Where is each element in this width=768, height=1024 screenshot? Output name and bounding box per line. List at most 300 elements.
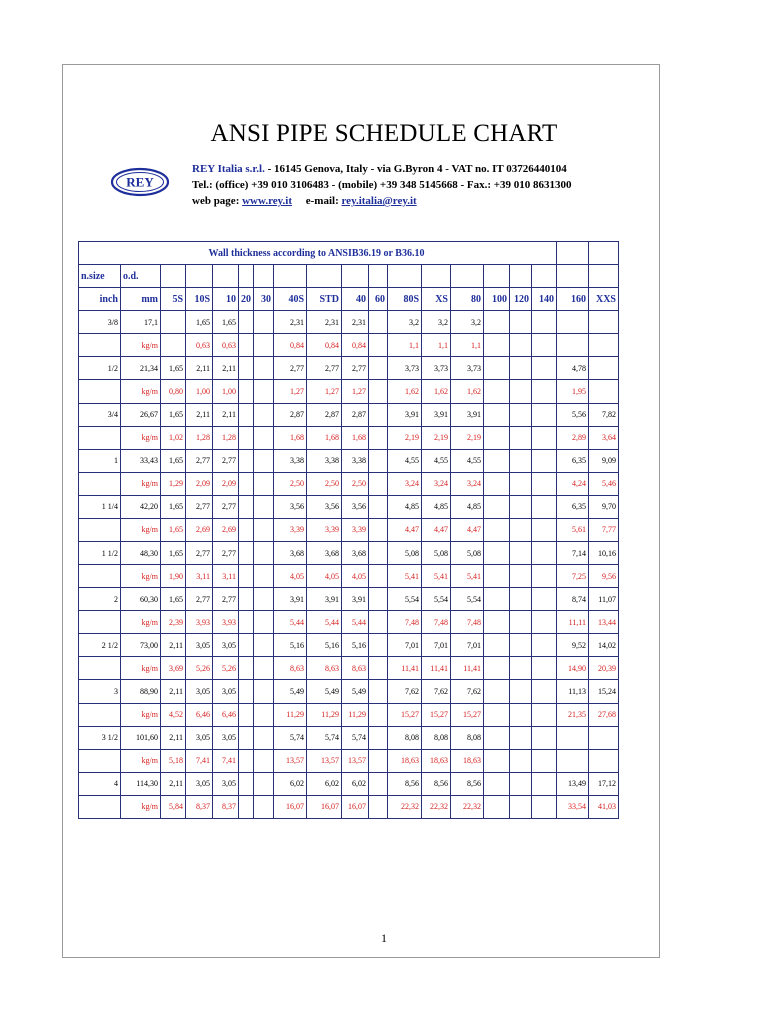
table-cell: 3,91	[422, 403, 451, 426]
table-cell: 2,77	[307, 357, 342, 380]
table-cell	[254, 265, 274, 288]
column-header: XXS	[589, 288, 619, 311]
table-cell: 1,65	[161, 449, 186, 472]
table-cell	[79, 565, 121, 588]
table-cell	[274, 265, 307, 288]
column-header: 120	[510, 288, 532, 311]
table-cell	[510, 680, 532, 703]
table-cell	[388, 265, 422, 288]
table-cell: 11,41	[388, 657, 422, 680]
table-cell	[510, 611, 532, 634]
table-cell: kg/m	[121, 749, 161, 772]
table-cell	[369, 749, 388, 772]
table-cell: 9,09	[589, 449, 619, 472]
table-cell: 3,38	[342, 449, 369, 472]
table-cell: 14,02	[589, 634, 619, 657]
web-label: web page:	[192, 195, 243, 207]
table-cell: 1,65	[213, 311, 239, 334]
table-cell: 15,27	[422, 703, 451, 726]
column-header: 160	[557, 288, 589, 311]
table-cell: 6,46	[186, 703, 213, 726]
table-cell	[79, 380, 121, 403]
table-cell: 2,19	[422, 426, 451, 449]
table-cell: 17,12	[589, 772, 619, 795]
table-cell: 2,77	[186, 449, 213, 472]
table-cell: 9,52	[557, 634, 589, 657]
thickness-row	[79, 311, 619, 334]
table-cell: 2,09	[213, 472, 239, 495]
table-cell	[532, 403, 557, 426]
table-cell	[589, 749, 619, 772]
table-cell: 3,93	[186, 611, 213, 634]
table-cell	[161, 334, 186, 357]
table-cell	[369, 726, 388, 749]
table-cell: 10,16	[589, 542, 619, 565]
table-cell	[532, 265, 557, 288]
table-cell: 6,35	[557, 449, 589, 472]
table-cell: 16,07	[274, 795, 307, 818]
table-cell: 41,03	[589, 795, 619, 818]
table-cell: 22,32	[422, 795, 451, 818]
table-cell: 3,05	[186, 680, 213, 703]
table-cell	[369, 542, 388, 565]
table-cell	[307, 265, 342, 288]
table-cell: 5,26	[213, 657, 239, 680]
column-header: 10S	[186, 288, 213, 311]
table-cell	[239, 403, 254, 426]
table-cell: 6,46	[213, 703, 239, 726]
table-cell: 3,91	[451, 403, 484, 426]
table-cell: 1,62	[388, 380, 422, 403]
table-cell	[79, 472, 121, 495]
table-cell	[532, 726, 557, 749]
table-cell: 16,07	[307, 795, 342, 818]
table-cell	[161, 265, 186, 288]
table-cell: kg/m	[121, 611, 161, 634]
table-cell: 2,11	[161, 634, 186, 657]
table-cell: 2,77	[186, 588, 213, 611]
page-title: ANSI PIPE SCHEDULE CHART	[210, 120, 558, 147]
table-cell: kg/m	[121, 334, 161, 357]
table-cell	[484, 726, 510, 749]
table-cell: 15,27	[451, 703, 484, 726]
table-cell: 8,56	[388, 772, 422, 795]
caption-row	[79, 242, 619, 265]
table-cell: 3,24	[388, 472, 422, 495]
email-link[interactable]: rey.italia@rey.it	[341, 195, 417, 207]
thickness-row	[79, 403, 619, 426]
table-cell: 1,65	[161, 495, 186, 518]
table-cell	[532, 611, 557, 634]
table-cell	[484, 449, 510, 472]
table-cell	[484, 680, 510, 703]
table-cell: 11,29	[307, 703, 342, 726]
table-cell: 2	[79, 588, 121, 611]
website-link[interactable]: www.rey.it	[242, 195, 293, 207]
table-cell: 3,93	[213, 611, 239, 634]
table-cell: 5,46	[589, 472, 619, 495]
table-cell	[369, 380, 388, 403]
table-cell	[557, 242, 589, 265]
table-cell	[557, 334, 589, 357]
table-cell	[484, 334, 510, 357]
table-cell: 18,63	[388, 749, 422, 772]
table-cell: 7,41	[186, 749, 213, 772]
table-cell: 13,57	[307, 749, 342, 772]
table-cell	[532, 634, 557, 657]
table-cell: 1,62	[422, 380, 451, 403]
table-cell: 1,65	[161, 588, 186, 611]
table-cell	[510, 334, 532, 357]
table-cell	[239, 334, 254, 357]
thickness-row	[79, 588, 619, 611]
table-cell	[254, 565, 274, 588]
table-cell	[239, 680, 254, 703]
weight-row	[79, 334, 619, 357]
table-body	[79, 242, 619, 819]
table-cell: 3,69	[161, 657, 186, 680]
table-cell: 5,74	[307, 726, 342, 749]
table-cell: 4,85	[422, 495, 451, 518]
table-cell	[589, 357, 619, 380]
table-cell: 114,30	[121, 772, 161, 795]
table-cell: 8,08	[451, 726, 484, 749]
table-cell: 33,54	[557, 795, 589, 818]
table-cell	[254, 795, 274, 818]
table-cell	[557, 311, 589, 334]
table-cell: 7,62	[422, 680, 451, 703]
weight-row	[79, 380, 619, 403]
table-cell	[239, 426, 254, 449]
table-cell	[254, 380, 274, 403]
thickness-row	[79, 726, 619, 749]
table-cell	[484, 634, 510, 657]
table-cell: 4,85	[388, 495, 422, 518]
table-cell: 1,68	[274, 426, 307, 449]
weight-row	[79, 472, 619, 495]
table-cell: 3,64	[589, 426, 619, 449]
table-cell: 3,38	[274, 449, 307, 472]
table-cell: 0,63	[186, 334, 213, 357]
table-cell: 21,34	[121, 357, 161, 380]
table-cell	[254, 334, 274, 357]
table-cell: 3,11	[186, 565, 213, 588]
table-cell	[79, 749, 121, 772]
table-cell	[79, 611, 121, 634]
table-cell: 2,11	[213, 403, 239, 426]
table-cell	[510, 403, 532, 426]
weight-row	[79, 426, 619, 449]
table-cell: 2,87	[274, 403, 307, 426]
table-cell: 48,30	[121, 542, 161, 565]
table-cell: 26,67	[121, 403, 161, 426]
table-cell: 8,63	[307, 657, 342, 680]
table-cell: 18,63	[451, 749, 484, 772]
table-cell: 3,68	[342, 542, 369, 565]
table-cell	[484, 265, 510, 288]
column-header: 5S	[161, 288, 186, 311]
table-cell	[532, 449, 557, 472]
table-cell: 1,1	[388, 334, 422, 357]
weight-row	[79, 611, 619, 634]
column-header: 20	[239, 288, 254, 311]
table-cell	[239, 565, 254, 588]
table-cell: 11,41	[451, 657, 484, 680]
email-label: e-mail:	[305, 195, 342, 207]
table-cell	[510, 426, 532, 449]
table-cell	[254, 726, 274, 749]
table-cell: 5,41	[422, 565, 451, 588]
table-caption: Wall thickness according to ANSIB36.19 or B36.10	[79, 242, 557, 265]
table-cell: 17,1	[121, 311, 161, 334]
table-cell: kg/m	[121, 518, 161, 541]
table-cell	[484, 357, 510, 380]
column-header: inch	[79, 288, 121, 311]
table-cell	[254, 449, 274, 472]
table-cell: 4,55	[451, 449, 484, 472]
table-cell: 16,07	[342, 795, 369, 818]
table-cell: 7,48	[388, 611, 422, 634]
table-cell	[254, 495, 274, 518]
table-cell: 7,01	[451, 634, 484, 657]
pipe-schedule-table	[78, 241, 619, 819]
table-cell	[510, 380, 532, 403]
table-cell: 3,2	[451, 311, 484, 334]
table-cell: 2,77	[186, 542, 213, 565]
table-cell: 20,39	[589, 657, 619, 680]
table-cell	[589, 265, 619, 288]
table-cell: 3 1/2	[79, 726, 121, 749]
table-cell: 5,41	[451, 565, 484, 588]
table-cell: 3,91	[307, 588, 342, 611]
table-cell	[510, 795, 532, 818]
table-cell: 2,77	[274, 357, 307, 380]
column-header: 40	[342, 288, 369, 311]
table-cell	[532, 795, 557, 818]
table-cell: 2,39	[161, 611, 186, 634]
table-cell: 3,68	[274, 542, 307, 565]
table-cell	[484, 703, 510, 726]
table-cell	[484, 311, 510, 334]
table-cell: 1,27	[342, 380, 369, 403]
table-cell: 3,05	[213, 726, 239, 749]
table-cell: 3,05	[213, 680, 239, 703]
table-cell	[254, 588, 274, 611]
table-cell: 2,11	[186, 403, 213, 426]
company-address: - 16145 Genova, Italy - via G.Byron 4 - VAT no. IT 03726440104	[264, 163, 567, 175]
table-cell: 11,41	[422, 657, 451, 680]
table-cell	[79, 334, 121, 357]
table-cell	[510, 495, 532, 518]
table-cell	[239, 472, 254, 495]
table-cell: 1,00	[213, 380, 239, 403]
table-cell	[484, 472, 510, 495]
table-cell	[484, 772, 510, 795]
table-cell	[161, 311, 186, 334]
table-cell: 5,44	[307, 611, 342, 634]
table-cell: 2,50	[342, 472, 369, 495]
thickness-row	[79, 680, 619, 703]
table-cell: 3,2	[388, 311, 422, 334]
table-cell	[369, 657, 388, 680]
table-cell	[254, 703, 274, 726]
table-cell	[510, 726, 532, 749]
table-cell: 3,56	[307, 495, 342, 518]
table-cell	[532, 495, 557, 518]
table-cell	[79, 703, 121, 726]
table-cell: 4,47	[388, 518, 422, 541]
table-cell: 3,73	[451, 357, 484, 380]
column-header: o.d.	[121, 265, 161, 288]
table-cell: 8,56	[451, 772, 484, 795]
table-cell	[510, 634, 532, 657]
table-cell	[369, 495, 388, 518]
table-cell: 0,63	[213, 334, 239, 357]
table-cell: 1,27	[274, 380, 307, 403]
column-header: XS	[422, 288, 451, 311]
web-line	[192, 193, 612, 209]
table-cell	[254, 680, 274, 703]
table-cell: 1,90	[161, 565, 186, 588]
table-cell	[532, 357, 557, 380]
table-cell: 3,73	[388, 357, 422, 380]
table-cell	[484, 565, 510, 588]
table-cell	[484, 795, 510, 818]
table-cell	[532, 772, 557, 795]
table-cell: kg/m	[121, 565, 161, 588]
table-cell: 5,49	[274, 680, 307, 703]
table-cell: 3,05	[213, 772, 239, 795]
table-cell	[239, 311, 254, 334]
column-header: STD	[307, 288, 342, 311]
thickness-row	[79, 449, 619, 472]
column-header: n.size	[79, 265, 121, 288]
table-cell	[557, 726, 589, 749]
table-cell	[510, 472, 532, 495]
table-cell: 0,84	[274, 334, 307, 357]
thickness-row	[79, 495, 619, 518]
table-cell	[369, 795, 388, 818]
table-cell	[532, 311, 557, 334]
table-cell: 6,35	[557, 495, 589, 518]
table-cell	[589, 334, 619, 357]
table-cell: 60,30	[121, 588, 161, 611]
table-cell	[369, 634, 388, 657]
table-cell: 1,27	[307, 380, 342, 403]
table-cell: 3,68	[307, 542, 342, 565]
table-cell: 2 1/2	[79, 634, 121, 657]
table-cell: 7,62	[451, 680, 484, 703]
table-cell: 5,54	[422, 588, 451, 611]
table-cell: 5,16	[342, 634, 369, 657]
table-cell	[79, 426, 121, 449]
table-cell: 88,90	[121, 680, 161, 703]
table-cell: 6,02	[342, 772, 369, 795]
table-cell	[532, 334, 557, 357]
table-cell	[254, 542, 274, 565]
table-cell	[510, 565, 532, 588]
table-cell: 4,05	[342, 565, 369, 588]
company-name: REY Italia s.r.l.	[192, 163, 265, 175]
table-cell: 27,68	[589, 703, 619, 726]
table-cell	[239, 657, 254, 680]
table-cell	[557, 749, 589, 772]
table-cell: 1,65	[161, 542, 186, 565]
table-cell: 5,08	[388, 542, 422, 565]
table-cell: 7,14	[557, 542, 589, 565]
table-cell: 3,24	[422, 472, 451, 495]
table-cell	[532, 588, 557, 611]
table-cell: 2,89	[557, 426, 589, 449]
table-cell: 3/8	[79, 311, 121, 334]
table-cell: 3,73	[422, 357, 451, 380]
company-info	[192, 161, 612, 209]
table-cell: 2,11	[213, 357, 239, 380]
table-cell: 5,16	[307, 634, 342, 657]
table-cell: 15,24	[589, 680, 619, 703]
table-cell: 3	[79, 680, 121, 703]
table-cell	[239, 265, 254, 288]
table-cell: 5,54	[451, 588, 484, 611]
table-cell: 5,49	[307, 680, 342, 703]
table-cell	[510, 265, 532, 288]
table-cell: 7,41	[213, 749, 239, 772]
table-cell: 2,11	[161, 726, 186, 749]
table-cell	[510, 518, 532, 541]
table-cell	[79, 795, 121, 818]
table-cell: 2,31	[307, 311, 342, 334]
table-cell	[510, 772, 532, 795]
table-cell: 8,08	[422, 726, 451, 749]
table-cell: 13,49	[557, 772, 589, 795]
table-cell: 4,55	[388, 449, 422, 472]
table-cell	[369, 311, 388, 334]
table-cell: 5,49	[342, 680, 369, 703]
table-cell	[532, 680, 557, 703]
table-cell: 5,08	[422, 542, 451, 565]
table-cell	[254, 403, 274, 426]
table-cell	[369, 334, 388, 357]
table-cell: 5,44	[274, 611, 307, 634]
table-cell	[239, 634, 254, 657]
table-cell: kg/m	[121, 426, 161, 449]
table-cell: 2,77	[186, 495, 213, 518]
table-cell: 3/4	[79, 403, 121, 426]
table-cell	[369, 680, 388, 703]
table-cell: 2,11	[186, 357, 213, 380]
table-cell: 1 1/2	[79, 542, 121, 565]
table-cell	[484, 518, 510, 541]
table-cell: 9,70	[589, 495, 619, 518]
table-cell: 1,65	[161, 357, 186, 380]
table-cell	[510, 311, 532, 334]
table-cell	[239, 518, 254, 541]
table-cell	[510, 703, 532, 726]
table-cell: 4,52	[161, 703, 186, 726]
table-cell	[254, 657, 274, 680]
table-cell	[589, 380, 619, 403]
table-cell	[532, 472, 557, 495]
table-cell: 15,27	[388, 703, 422, 726]
table-cell	[239, 749, 254, 772]
table-cell	[484, 657, 510, 680]
table-cell: 13,57	[274, 749, 307, 772]
table-cell: 6,02	[307, 772, 342, 795]
table-cell	[369, 518, 388, 541]
table-cell	[532, 565, 557, 588]
table-cell: 13,44	[589, 611, 619, 634]
table-cell: 1,28	[213, 426, 239, 449]
